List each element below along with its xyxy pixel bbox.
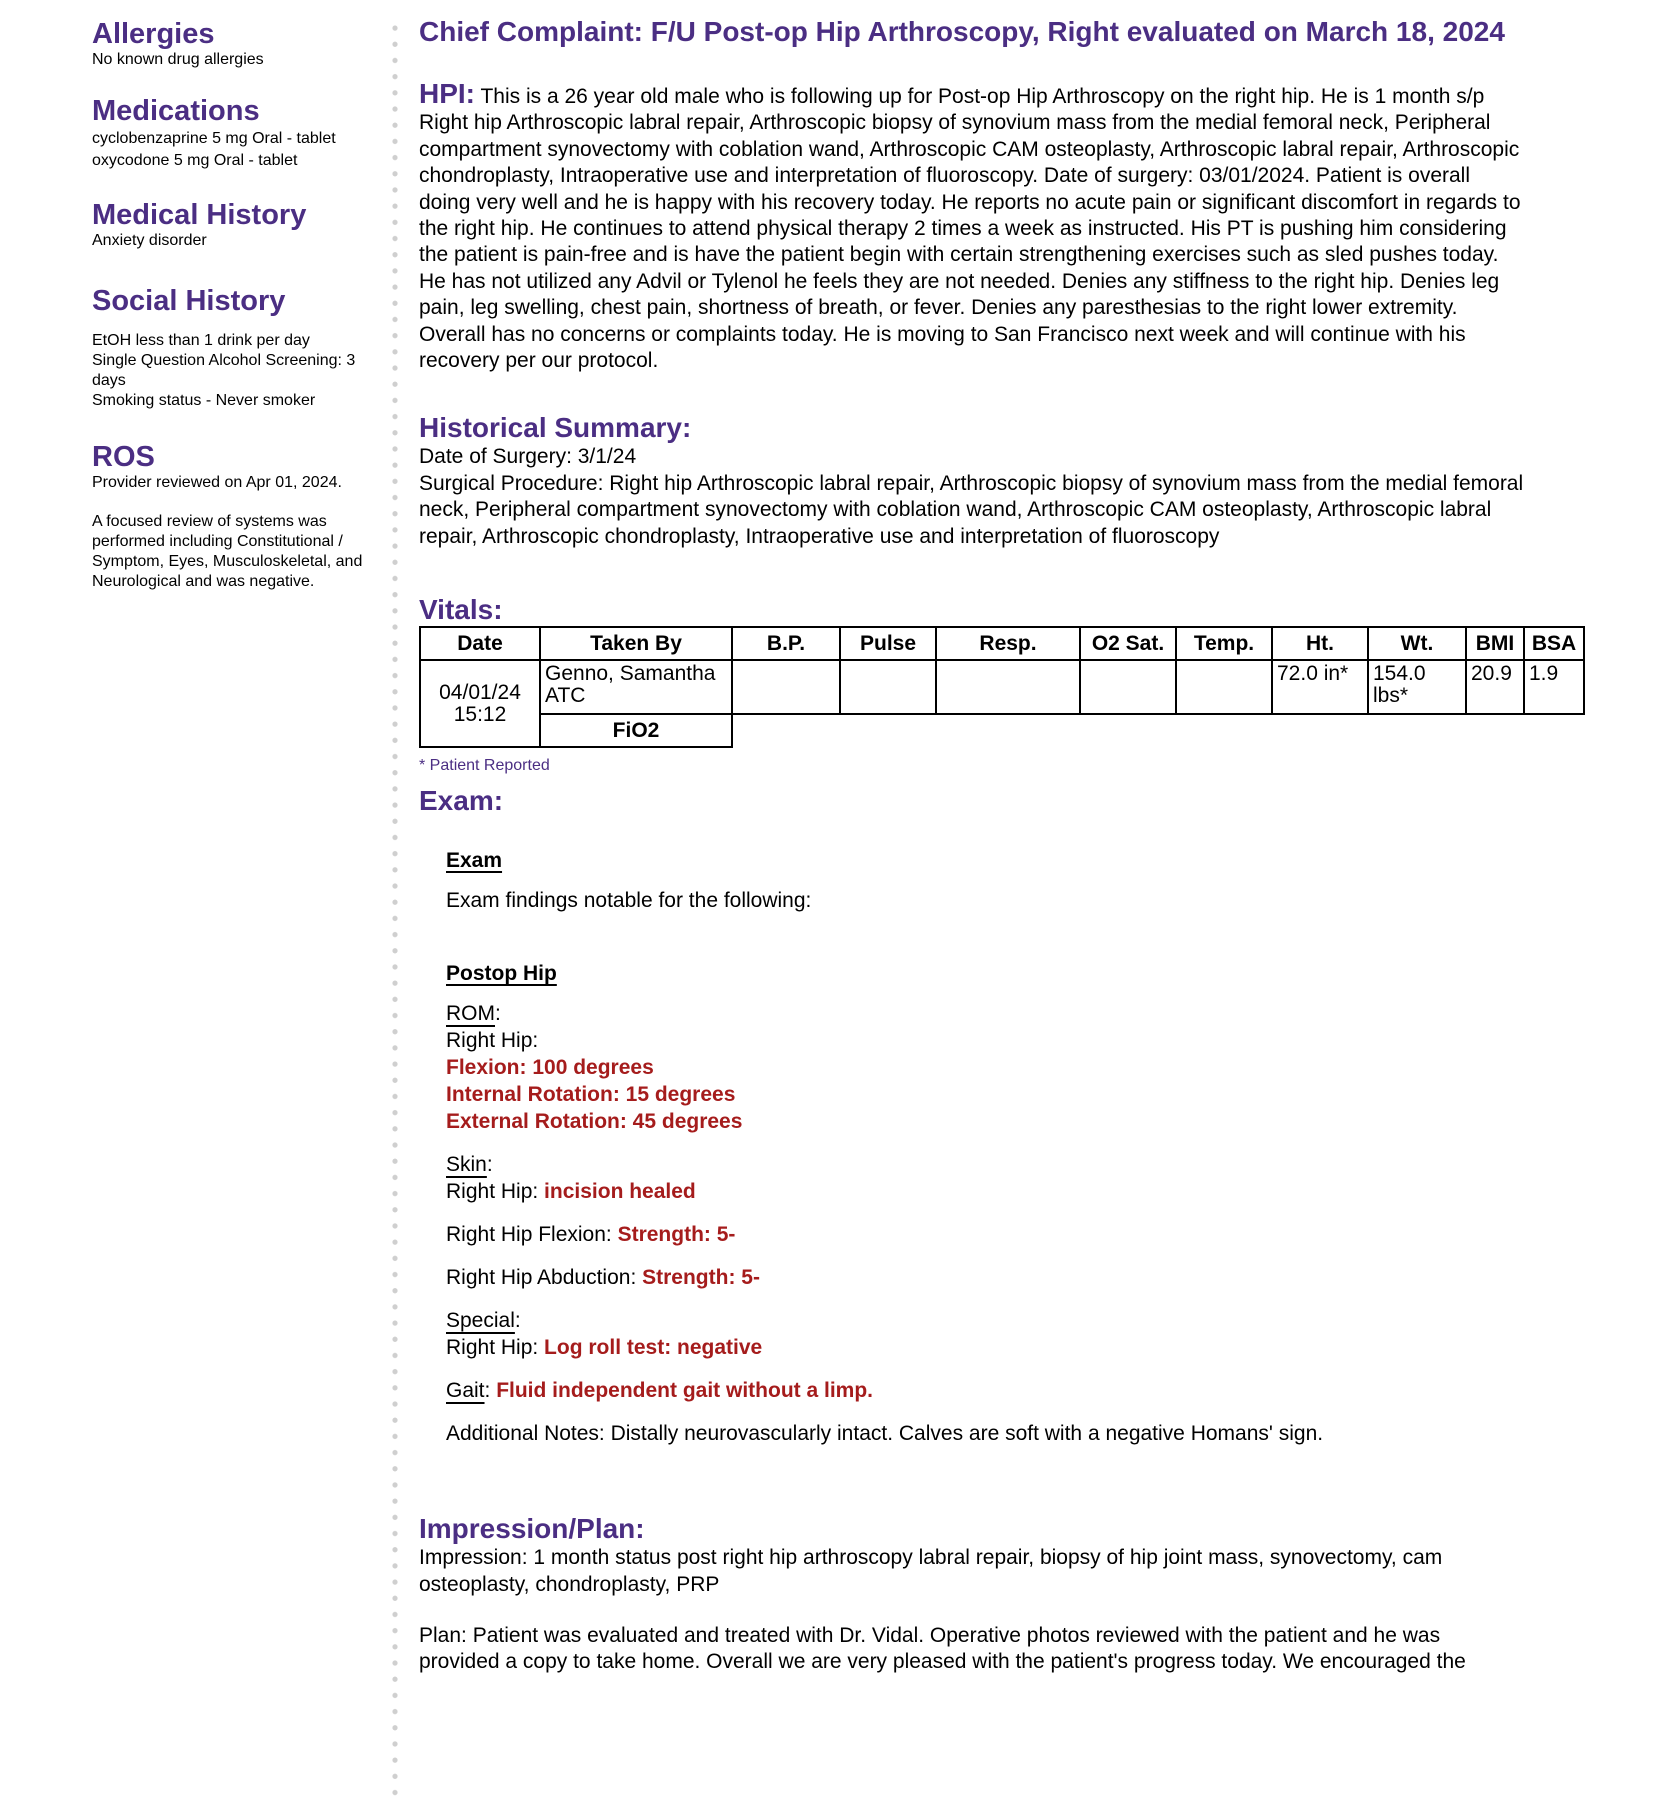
vitals-date bbox=[420, 660, 540, 747]
vitals-pulse bbox=[840, 660, 936, 714]
skin-label: Skin bbox=[446, 1153, 487, 1177]
vitals-table bbox=[419, 626, 1585, 748]
hpi-line: This is a 26 year old male who is following up for Post-op Hip Arthroscopy on the right hip. He is 1 month s/p bbox=[480, 85, 1485, 108]
gait-block: Gait: Fluid independent gait without a limp. bbox=[446, 1379, 873, 1403]
vitals-header: Pulse bbox=[840, 627, 936, 660]
flexion-value: Strength: 5- bbox=[617, 1223, 736, 1247]
vitals-bsa: 1.9 bbox=[1524, 660, 1584, 714]
plan-text bbox=[419, 1623, 1589, 1676]
rom-item: Flexion: 100 degrees bbox=[446, 1056, 654, 1080]
allergies-heading: Allergies bbox=[92, 18, 215, 50]
allergies-text: No known drug allergies bbox=[92, 51, 264, 68]
social-history-line: Smoking status - Never smoker bbox=[92, 392, 316, 409]
vitals-date-day: 04/01/24 bbox=[439, 680, 521, 704]
hpi-line: recovery per our protocol. bbox=[419, 349, 659, 373]
hpi-line: pain, leg swelling, chest pain, shortness of breath, or fever. Denies any paresthesias to the right lower extremity. bbox=[419, 296, 1458, 320]
special-block: Special: Right Hip: Log roll test: negative bbox=[446, 1309, 763, 1360]
hpi-line: chondroplasty, Intraoperative use and interpretation of fluoroscopy. Date of surgery: 03/01/2024. Patient is overall bbox=[419, 164, 1471, 188]
hpi-line: the patient is pain-free and is have the patient begin with certain strengthening exercises such as sled pushes today. bbox=[419, 243, 1499, 267]
special-label: Special bbox=[446, 1309, 515, 1333]
vitals-fio2: FiO2 bbox=[540, 714, 732, 747]
hpi-line: Right hip Arthroscopic labral repair, Arthroscopic biopsy of synovium mass from the medial femoral neck, Peripheral bbox=[419, 111, 1491, 135]
medications-heading: Medications bbox=[92, 95, 260, 127]
rom-side: Right Hip: bbox=[446, 1029, 539, 1053]
historical-summary-line: Date of Surgery: 3/1/24 bbox=[419, 445, 637, 469]
historical-summary-line: repair, Arthroscopic chondroplasty, Intraoperative use and interpretation of fluoroscopy bbox=[419, 524, 1220, 548]
vitals-header: BMI bbox=[1466, 627, 1524, 660]
abduction-value: Strength: 5- bbox=[642, 1266, 760, 1290]
flexion-prefix: Right Hip Flexion: bbox=[446, 1223, 618, 1247]
vitals-o2 bbox=[1080, 660, 1176, 714]
skin-block: Skin: Right Hip: incision healed bbox=[446, 1153, 696, 1204]
historical-summary-heading: Historical Summary: bbox=[419, 412, 692, 444]
ros-line: performed including Constitutional / bbox=[92, 533, 343, 550]
medical-history-heading: Medical History bbox=[92, 199, 307, 231]
postop-hip-subheading: Postop Hip bbox=[446, 962, 557, 986]
vitals-header: B.P. bbox=[732, 627, 840, 660]
vitals-row bbox=[420, 660, 1584, 714]
vitals-wt-unit: lbs* bbox=[1373, 684, 1409, 708]
chief-complaint: Chief Complaint: F/U Post-op Hip Arthroscopy, Right evaluated on March 18, 2024 bbox=[419, 16, 1505, 47]
exam-subheading: Exam bbox=[446, 849, 503, 873]
vitals-fio2-row bbox=[420, 714, 1584, 747]
skin-prefix: Right Hip: bbox=[446, 1180, 545, 1204]
sidebar bbox=[92, 18, 382, 592]
hpi-line: the right hip. He continues to attend physical therapy 2 times a week as instructed. His PT is pushing him considering bbox=[419, 217, 1507, 241]
vitals-header: Ht. bbox=[1272, 627, 1368, 660]
dotted-divider bbox=[392, 20, 398, 1800]
hpi-section bbox=[419, 78, 1589, 374]
historical-summary-line: neck, Peripheral compartment synovectomy with coblation wand, Arthroscopic CAM osteoplasty, Arthroscopic labral bbox=[419, 498, 1492, 522]
vitals-header: Temp. bbox=[1176, 627, 1272, 660]
historical-summary-body bbox=[419, 444, 1589, 550]
vitals-taken-title: ATC bbox=[545, 684, 586, 708]
vitals-ht: 72.0 in* bbox=[1272, 660, 1368, 714]
exam-heading: Exam: bbox=[419, 785, 504, 817]
vitals-taken-by bbox=[540, 660, 732, 714]
hpi-line: Overall has no concerns or complaints today. He is moving to San Francisco next week and will continue with his bbox=[419, 322, 1466, 346]
impression-text bbox=[419, 1545, 1589, 1598]
medical-history-text: Anxiety disorder bbox=[92, 232, 207, 249]
abduction-prefix: Right Hip Abduction: bbox=[446, 1266, 643, 1290]
gait-label: Gait bbox=[446, 1379, 485, 1403]
vitals-header: O2 Sat. bbox=[1080, 627, 1176, 660]
vitals-header: Taken By bbox=[540, 627, 732, 660]
hpi-line: He has not utilized any Advil or Tylenol he feels they are not needed. Denies any stiffness to the right hip. Denies leg bbox=[419, 269, 1500, 293]
vitals-header: Date bbox=[420, 627, 540, 660]
impression-line: Impression: 1 month status post right hip arthroscopy labral repair, biopsy of hip joint mass, synovectomy, cam bbox=[419, 1546, 1443, 1570]
social-history-heading: Social History bbox=[92, 285, 286, 317]
abduction-block bbox=[446, 1264, 1589, 1291]
vitals-taken-name: Genno, Samantha bbox=[545, 662, 716, 686]
main-content bbox=[419, 16, 1589, 1676]
ros-line: Neurological and was negative. bbox=[92, 573, 315, 590]
vitals-header-row bbox=[420, 627, 1584, 660]
impression-plan-heading: Impression/Plan: bbox=[419, 1513, 645, 1545]
plan-line: Plan: Patient was evaluated and treated with Dr. Vidal. Operative photos reviewed with the patient and he was bbox=[419, 1623, 1441, 1647]
social-history-line: days bbox=[92, 372, 126, 389]
ros-heading: ROS bbox=[92, 441, 155, 473]
ros-line: A focused review of systems was bbox=[92, 513, 327, 530]
rom-label: ROM bbox=[446, 1002, 495, 1026]
special-value: Log roll test: negative bbox=[544, 1336, 763, 1360]
hpi-line: doing very well and he is happy with his recovery today. He reports no acute pain or significant discomfort in regards to bbox=[419, 190, 1521, 214]
rom-block: ROM: Right Hip: Flexion: 100 degrees Internal Rotation: 15 degrees External Rotation: 45 degrees bbox=[446, 1000, 1589, 1135]
impression-line: osteoplasty, chondroplasty, PRP bbox=[419, 1572, 720, 1596]
ros-reviewed: Provider reviewed on Apr 01, 2024. bbox=[92, 474, 342, 491]
vitals-header: Wt. bbox=[1368, 627, 1466, 660]
ros-line: Symptom, Eyes, Musculoskeletal, and bbox=[92, 553, 363, 570]
additional-notes: Additional Notes: Distally neurovascularly intact. Calves are soft with a negative Homans' sign. bbox=[446, 1422, 1324, 1446]
vitals-resp bbox=[936, 660, 1080, 714]
rom-item: Internal Rotation: 15 degrees bbox=[446, 1083, 736, 1107]
exam-body bbox=[446, 849, 1589, 1447]
historical-summary-line: Surgical Procedure: Right hip Arthroscopic labral repair, Arthroscopic biopsy of synovium mass from the medial femoral bbox=[419, 471, 1524, 495]
social-history-line: Single Question Alcohol Screening: 3 bbox=[92, 352, 356, 369]
gait-value: Fluid independent gait without a limp. bbox=[496, 1379, 873, 1403]
exam-intro: Exam findings notable for the following: bbox=[446, 889, 812, 913]
rom-item: External Rotation: 45 degrees bbox=[446, 1110, 743, 1134]
vitals-wt-value: 154.0 bbox=[1373, 662, 1426, 686]
skin-value: incision healed bbox=[544, 1180, 696, 1204]
vitals-bmi: 20.9 bbox=[1466, 660, 1524, 714]
special-prefix: Right Hip: bbox=[446, 1336, 545, 1360]
vitals-footnote: * Patient Reported bbox=[419, 757, 550, 775]
medication-item: cyclobenzaprine 5 mg Oral - tablet bbox=[92, 130, 336, 147]
vitals-header: Resp. bbox=[936, 627, 1080, 660]
vitals-bp bbox=[732, 660, 840, 714]
vitals-wt bbox=[1368, 660, 1466, 714]
vitals-heading: Vitals: bbox=[419, 594, 503, 626]
hpi-label: HPI: bbox=[419, 78, 475, 109]
vitals-temp bbox=[1176, 660, 1272, 714]
plan-line: provided a copy to take home. Overall we are very pleased with the patient's progress today. We encouraged the bbox=[419, 1650, 1466, 1674]
vitals-header: BSA bbox=[1524, 627, 1584, 660]
social-history-line: EtOH less than 1 drink per day bbox=[92, 332, 310, 349]
hpi-line: compartment synovectomy with coblation wand, Arthroscopic CAM osteoplasty, Arthroscopic labral repair, Arthroscopic bbox=[419, 137, 1520, 161]
vitals-date-time: 15:12 bbox=[453, 702, 507, 726]
flexion-block bbox=[446, 1221, 1589, 1248]
medication-item: oxycodone 5 mg Oral - tablet bbox=[92, 152, 298, 169]
vitals-empty bbox=[732, 714, 1584, 747]
